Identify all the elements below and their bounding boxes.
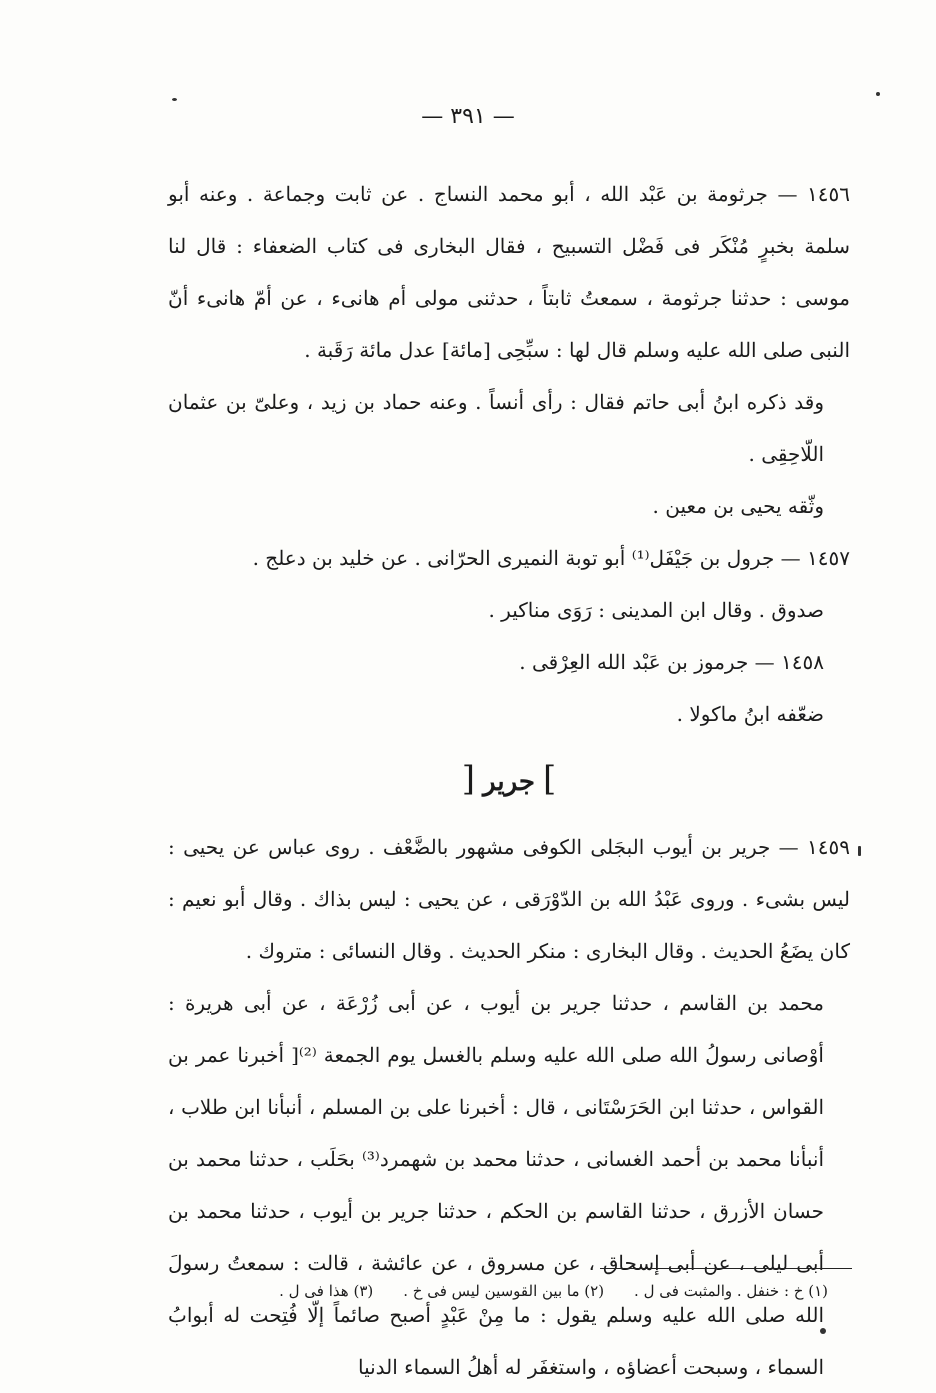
bracket-open: ] — [543, 759, 557, 799]
scan-speck — [820, 1328, 826, 1334]
footnote-3: (٣) هذا فى ل . — [279, 1282, 374, 1300]
entry-1459-body: ١٤٥٩ — جرير بن أيوب البجَلى الكوفى مشهور بالضَّعْف . روى عباس عن يحيى : ليس بشىء . وروى عَبْدُ الله بن الدّوْرَقى ، عن يحيى : ليس بذاك . وقال أبو نعيم : كان يضَعُ الحديث . وقال البخارى : منكر الحديث . وقال النسائى : متروك . — [168, 835, 850, 963]
footnote-rule — [600, 1268, 852, 1269]
entry-1459-hadith: محمد بن القاسم ، حدثنا جرير بن أيوب ، عن أبى زُرْعَة ، عن أبى هريرة : أوْصانى رسولُ الله صلى الله عليه وسلم بالغسل يوم الجمعة ⁽²⁾[ أخبرنا عمر بن القواس ، حدثنا ابن الحَرَسْتَانى ، قال : أخبرنا على بن المسلم ، أنبأنا ابن طلاب ، أنبأنا محمد بن أحمد الغسانى ، حدثنا محمد بن شهمرد⁽³⁾ بحَلَب ، حدثنا محمد بن حسان الأزرق ، حدثنا القاسم بن الحكم ، حدثنا جرير بن أيوب ، حدثنا محمد بن أبى ليلى ، عن أبى إسحاق ، عن مسروق ، عن عائشة ، قالت : سمعتُ رسولَ الله صلى الله عليه وسلم يقول : ما مِنْ عَبْدٍ أصبح صائماً إلّا فُتِحت له أبوابُ السماء ، وسبحت أعضاؤه ، واستغفَر له أهلُ السماء الدنيا — [168, 991, 824, 1379]
entry-1456-note: وقد ذكره ابنُ أبى حاتم فقال : رأى أنساً . وعنه حماد بن زيد ، وعلىّ بن عثمان اللّاحِقِى . — [168, 390, 824, 466]
footnote-1: (١) خ : خنفل . والمثبت فى ل . — [634, 1282, 828, 1300]
section-heading-text: جرير — [483, 767, 535, 797]
entry-1457-grading: صدوق . وقال ابن المدينى : رَوَى مناكير . — [488, 598, 824, 622]
entry-1458-body: ١٤٥٨ — جرموز بن عَبْد الله العِرْقى . — [519, 650, 824, 674]
footnotes — [168, 1278, 828, 1304]
entry-1456-grading: وثّقه يحيى بن معين . — [652, 494, 824, 518]
section-heading — [168, 750, 850, 811]
entry-1457-body: ١٤٥٧ — جرول بن جَيْفَل⁽¹⁾ أبو توبة النميرى الحرّانى . عن خليد بن دعلج . — [252, 546, 850, 570]
bracket-close: [ — [461, 759, 475, 799]
entry-1456-body: ١٤٥٦ — جرثومة بن عَبْد الله ، أبو محمد النساج . عن ثابت وجماعة . وعنه أبو سلمة بخبرٍ مُنْكَر فى فَضْل التسبيح ، فقال البخارى فى كتاب الضعفاء : قال لنا موسى : حدثنا جرثومة ، سمعتُ ثابتاً ، حدثنى مولى أم هانىء ، عن أمّ هانىء أنّ النبى صلى الله عليه وسلم قال لها : سبِّحِى [مائة] عدل مائة رَقَبة . — [168, 182, 850, 362]
scan-speck — [858, 846, 861, 856]
scan-speck — [172, 98, 177, 101]
scan-speck — [876, 92, 880, 96]
page-number: — ٣٩١ — — [421, 104, 515, 129]
footnote-2: (٢) ما بين القوسين ليس فى خ . — [403, 1282, 605, 1300]
main-text — [168, 168, 850, 1393]
entry-1458-grading: ضعّفه ابنُ ماكولا . — [676, 702, 824, 726]
